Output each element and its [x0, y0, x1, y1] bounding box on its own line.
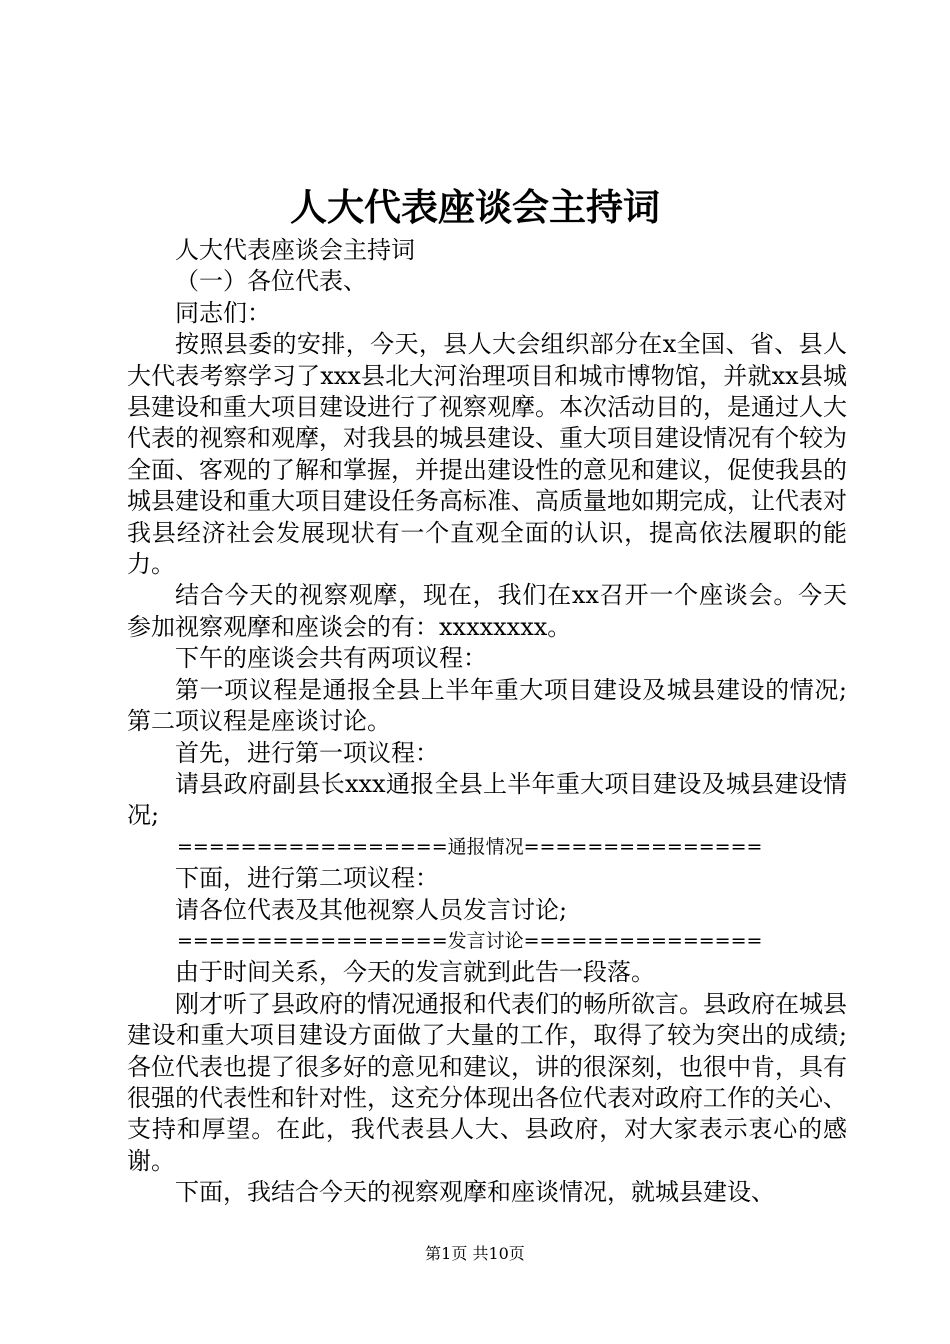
- paragraph: 下面，我结合今天的视察观摩和座谈情况，就城县建设、: [175, 1178, 775, 1207]
- paragraph: 请县政府副县长xxx通报全县上半年重大项目建设及城县建设情况;: [127, 769, 847, 830]
- paragraph: 人大代表座谈会主持词: [175, 236, 415, 264]
- document-body: [127, 235, 847, 1209]
- paragraph: 刚才听了县政府的情况通报和代表们的畅所欲言。县政府在城县建设和重大项目建设方面做了大量的工作，取得了较为突出的成绩;各位代表也提了很多好的意见和建议，讲的很深刻，也很中肯，具有很强的代表性和针对性，这充分体现出各位代表对政府工作的关心、支持和厚望。在此，我代表县人大、县政府，对大家表示衷心的感谢。: [127, 989, 847, 1175]
- paragraph: 第一项议程是通报全县上半年重大项目建设及城县建设的情况;第二项议程是座谈讨论。: [127, 675, 847, 736]
- paragraph: 下午的座谈会共有两项议程：: [175, 644, 487, 673]
- paragraph: 下面，进行第二项议程：: [175, 864, 439, 893]
- paragraph: 结合今天的视察观摩，现在，我们在xx召开一个座谈会。今天参加视察观摩和座谈会的有：xxxxxxxx。: [127, 581, 847, 641]
- separator-line: =================发言讨论===============: [177, 929, 763, 952]
- separator-line: =================通报情况===============: [177, 835, 763, 858]
- paragraph: 按照县委的安排，今天，县人大会组织部分在x全国、省、县人大代表考察学习了xxx县北大河治理项目和城市博物馆，并就xx县城县建设和重大项目建设进行了视察观摩。本次活动目的，是通过人大代表的视察和观摩，对我县的城县建设、重大项目建设情况有个较为全面、客观的了解和掌握，并提出建设性的意见和建议，促使我县的城县建设和重大项目建设任务高标准、高质量地如期完成，让代表对我县经济社会发展现状有一个直观全面的认识，提高依法履职的能力。: [127, 330, 847, 579]
- paragraph: （一）各位代表、: [175, 267, 367, 296]
- page-footer: 第1页 共10页: [425, 1244, 525, 1263]
- paragraph: 同志们：: [175, 298, 271, 327]
- document-title: 人大代表座谈会主持词: [290, 186, 660, 229]
- paragraph: 请各位代表及其他视察人员发言讨论;: [175, 895, 568, 924]
- paragraph: 由于时间关系，今天的发言就到此告一段落。: [175, 958, 655, 987]
- paragraph: 首先，进行第一项议程：: [175, 738, 439, 767]
